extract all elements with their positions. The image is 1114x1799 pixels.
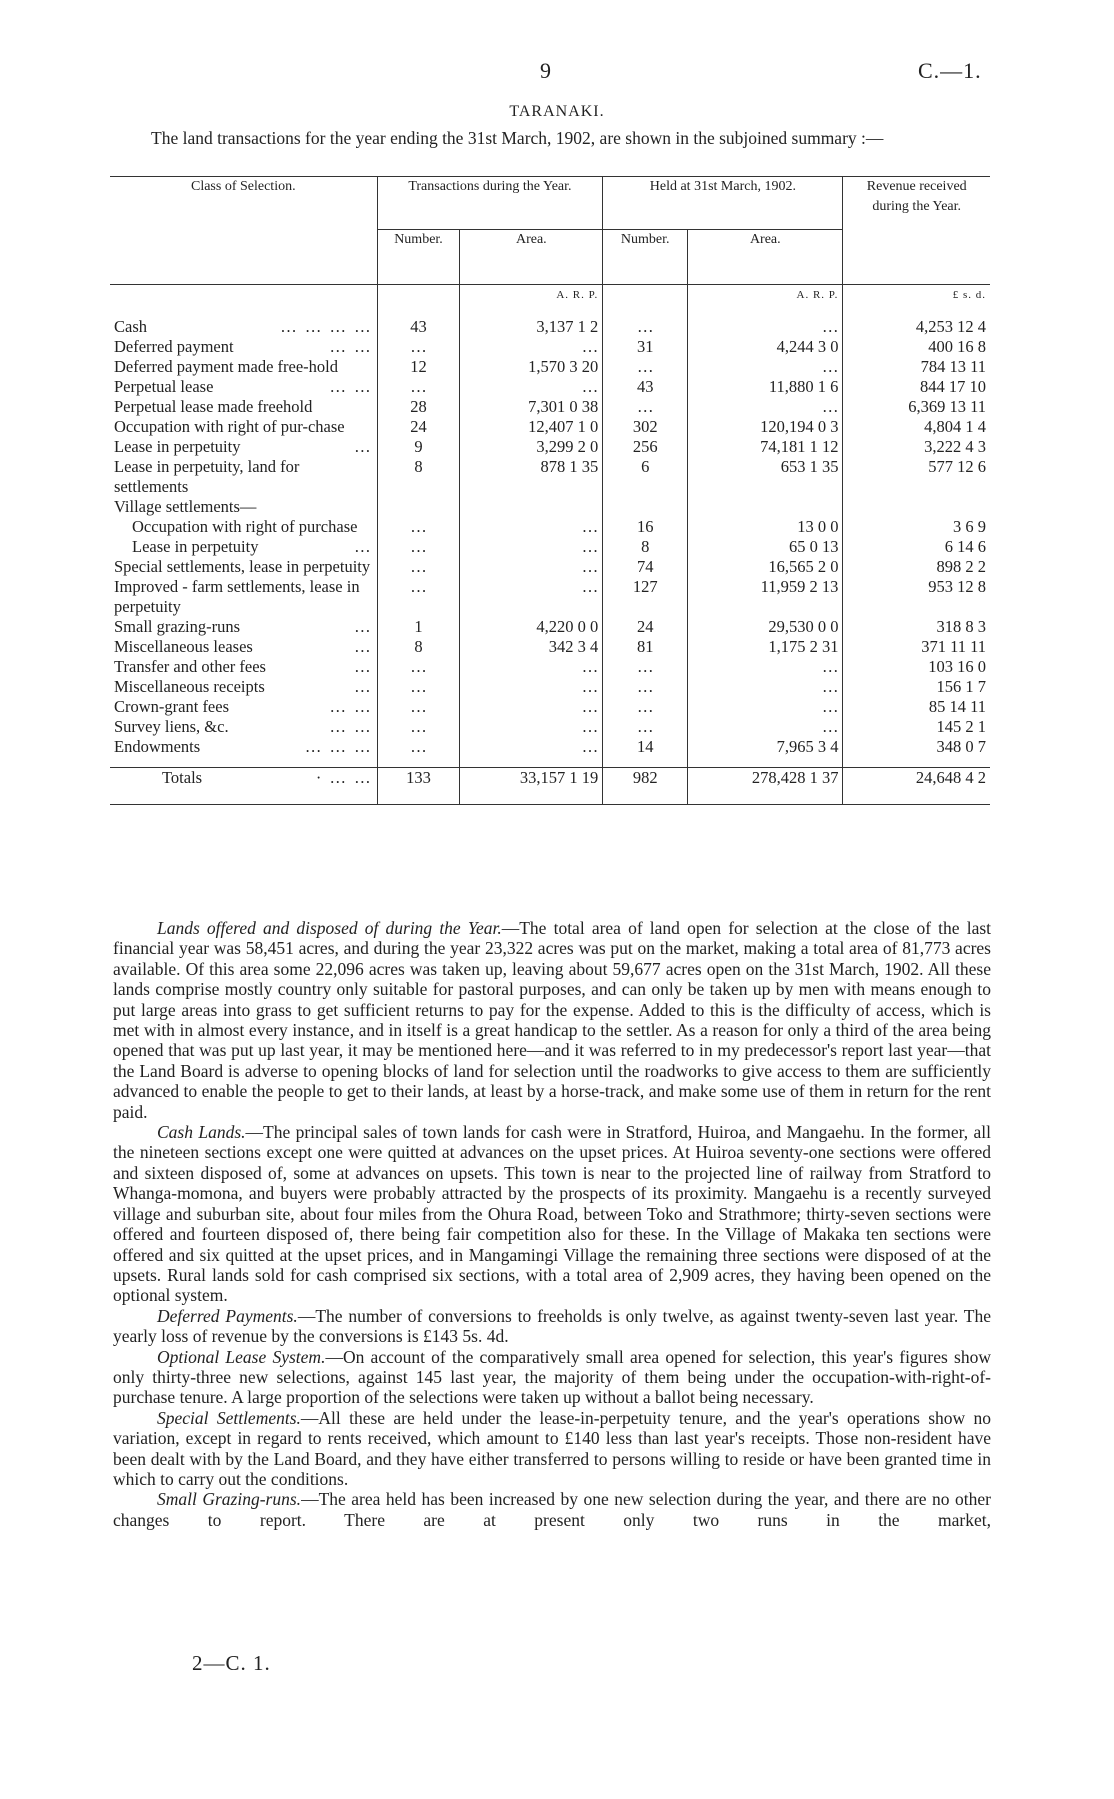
row-label: Endowments … … … <box>114 737 373 756</box>
leader-dots: … … … <box>304 737 373 756</box>
held-number: 81 <box>603 637 688 657</box>
revenue: 4,253 12 4 <box>843 317 990 337</box>
revenue: 145 2 1 <box>843 717 990 737</box>
held-area: 1,175 2 31 <box>688 637 843 657</box>
revenue: 103 16 0 <box>843 657 990 677</box>
header-number-2: Number. <box>603 230 688 285</box>
revenue: 3,222 4 3 <box>843 437 990 457</box>
section-title: TARANAKI. <box>509 103 605 120</box>
transactions-area: 1,570 3 20 <box>460 357 603 377</box>
leader-dots: … <box>354 617 373 636</box>
leader-dots: · … … <box>315 768 373 787</box>
leader-dots: … <box>354 537 373 556</box>
row-label: Perpetual lease … … <box>114 377 373 396</box>
totals-held-number: 982 <box>603 768 688 805</box>
held-area: … <box>688 717 843 737</box>
row-label: Small grazing-runs … <box>114 617 373 636</box>
table-row <box>110 697 990 717</box>
paragraph-heading: Small Grazing-runs. <box>157 1489 302 1510</box>
paragraph-text: —The number of conversions to freeholds is only twelve, as against twenty-seven last year. The yearly loss of revenue by the conversions is £143 5s. 4d. <box>113 1305 992 1347</box>
leader-dots: … <box>354 637 373 656</box>
header-held-group: Held at 31st March, 1902. <box>603 177 843 230</box>
body-text <box>113 918 991 1530</box>
transactions-number: 8 <box>377 457 460 497</box>
revenue: 577 12 6 <box>843 457 990 497</box>
table-row <box>110 417 990 437</box>
held-area: 653 1 35 <box>688 457 843 497</box>
body-paragraph <box>113 918 991 1122</box>
held-number: … <box>603 697 688 717</box>
header-area-1: Area. <box>460 230 603 285</box>
transactions-number: … <box>377 737 460 757</box>
revenue: 6 14 6 <box>843 537 990 557</box>
row-label: Perpetual lease made freehold <box>114 397 313 416</box>
held-number: 16 <box>603 517 688 537</box>
held-number: 256 <box>603 437 688 457</box>
table-row <box>110 737 990 757</box>
transactions-area: … <box>460 577 603 617</box>
leader-dots: … <box>354 437 373 456</box>
paragraph-heading: Lands offered and disposed of during the Year. <box>157 918 502 938</box>
header-revenue: Revenue received during the Year. <box>843 177 990 285</box>
leader-dots: … … <box>329 377 373 396</box>
paragraph-heading: Cash Lands. <box>157 1122 246 1143</box>
row-label: Lease in perpetuity … <box>132 537 373 556</box>
held-number: … <box>603 717 688 737</box>
totals-row <box>110 768 990 805</box>
held-area: 120,194 0 3 <box>688 417 843 437</box>
table-row <box>110 517 990 537</box>
held-number <box>603 497 688 517</box>
revenue: 348 0 7 <box>843 737 990 757</box>
totals-transactions-area: 33,157 1 19 <box>460 768 603 805</box>
transactions-number: 12 <box>377 357 460 377</box>
transactions-area: … <box>460 537 603 557</box>
header-transactions-group: Transactions during the Year. <box>377 177 603 230</box>
table-row <box>110 717 990 737</box>
held-area: … <box>688 397 843 417</box>
held-number: 302 <box>603 417 688 437</box>
totals-label: Totals · … … <box>162 768 373 787</box>
held-number: … <box>603 317 688 337</box>
document-code: C.—1. <box>918 58 982 83</box>
held-number: 8 <box>603 537 688 557</box>
transactions-area: 12,407 1 0 <box>460 417 603 437</box>
paragraph-heading: Deferred Payments. <box>157 1305 298 1326</box>
table-row <box>110 677 990 697</box>
transactions-area: 878 1 35 <box>460 457 603 497</box>
held-area: 65 0 13 <box>688 537 843 557</box>
transactions-number: … <box>377 677 460 697</box>
transactions-area: 3,299 2 0 <box>460 437 603 457</box>
leader-dots: … … <box>329 337 373 356</box>
body-paragraph <box>113 1122 991 1306</box>
row-label: Occupation with right of pur-chase <box>114 417 345 436</box>
revenue: 898 2 2 <box>843 557 990 577</box>
transactions-number: … <box>377 517 460 537</box>
transactions-number: 8 <box>377 637 460 657</box>
transactions-number: … <box>377 577 460 617</box>
revenue: 4,804 1 4 <box>843 417 990 437</box>
row-label: Occupation with right of purchase <box>132 517 358 536</box>
transactions-area <box>460 497 603 517</box>
held-number: 31 <box>603 337 688 357</box>
transactions-area: … <box>460 337 603 357</box>
transactions-area: 342 3 4 <box>460 637 603 657</box>
page-number: 9 <box>540 58 551 83</box>
held-area: 29,530 0 0 <box>688 617 843 637</box>
revenue: 844 17 10 <box>843 377 990 397</box>
row-label: Village settlements— <box>114 497 257 516</box>
transactions-number <box>377 497 460 517</box>
revenue: 400 16 8 <box>843 337 990 357</box>
row-label: Deferred payment made free-hold <box>114 357 339 376</box>
row-label: Improved - farm settlements, lease in perpetuity <box>114 577 360 616</box>
row-label: Cash … … … … <box>114 317 373 336</box>
paragraph-heading: Special Settlements. <box>157 1407 301 1428</box>
paragraph-heading: Optional Lease System. <box>157 1346 326 1367</box>
held-area: 11,880 1 6 <box>688 377 843 397</box>
held-number: 14 <box>603 737 688 757</box>
held-number: … <box>603 357 688 377</box>
unit-area-2: A. R. P. <box>688 285 843 318</box>
table-row <box>110 657 990 677</box>
held-number: 127 <box>603 577 688 617</box>
row-label: Transfer and other fees … <box>114 657 373 676</box>
row-label: Special settlements, lease in perpetuity <box>114 557 371 576</box>
revenue: 85 14 11 <box>843 697 990 717</box>
transactions-number: 9 <box>377 437 460 457</box>
held-area: … <box>688 317 843 337</box>
table-row <box>110 317 990 337</box>
transactions-number: … <box>377 657 460 677</box>
transactions-area: … <box>460 557 603 577</box>
transactions-area: … <box>460 717 603 737</box>
transactions-number: 1 <box>377 617 460 637</box>
transactions-number: … <box>377 337 460 357</box>
transactions-number: … <box>377 717 460 737</box>
header-class-of-selection: Class of Selection. <box>110 177 377 285</box>
intro-paragraph: The land transactions for the year ending the 31st March, 1902, are shown in the subjoined summary :— <box>151 128 884 148</box>
held-number: 43 <box>603 377 688 397</box>
held-area: 13 0 0 <box>688 517 843 537</box>
totals-revenue: 24,648 4 2 <box>843 768 990 805</box>
row-label: Survey liens, &c. … … <box>114 717 373 736</box>
table-row <box>110 437 990 457</box>
revenue: 156 1 7 <box>843 677 990 697</box>
leader-dots: … … <box>329 697 373 716</box>
held-number: … <box>603 657 688 677</box>
body-paragraph <box>113 1408 991 1490</box>
revenue: 371 11 11 <box>843 637 990 657</box>
transactions-number: 28 <box>377 397 460 417</box>
held-area: 4,244 3 0 <box>688 337 843 357</box>
body-paragraph <box>113 1306 991 1347</box>
row-label: Lease in perpetuity … <box>114 437 373 456</box>
held-area: 7,965 3 4 <box>688 737 843 757</box>
held-area <box>688 497 843 517</box>
row-label: Miscellaneous receipts … <box>114 677 373 696</box>
row-label: Deferred payment … … <box>114 337 373 356</box>
header-area-2: Area. <box>688 230 843 285</box>
paragraph-text: —The total area of land open for selection at the close of the last financial year was 58,451 acres, and during the year 23,322 acres was put on the market, making a total area of 81,773 acres available. Of this area some 22,096 acres was taken up, leaving about 59,677 acres open on the 31st March, 1902. All these lands comprise mostly country only suitable for pastoral purposes, and can only be taken up by men with means enough to put large areas into grass to get sufficient returns to pay for the expense. Added to this is the difficulty of access, which is met with in almost every instance, and in itself is a great handicap to the settler. As a reason for only a third of the area being opened that was put up last year, it may be mentioned here—and it was referred to in my predecessor's report last year—that the Land Board is adverse to opening blocks of land for selection until the roadworks to give access to them are sufficiently advanced to enable the people to get to their lands, at least by a horse-track, and make some use of them in return for the rent paid. <box>113 918 992 1122</box>
paragraph-text: —The principal sales of town lands for cash were in Stratford, Huiroa, and Mangaehu. In the former, all the nineteen sections except one were quitted at advances on the upset prices. At Huiroa seventy-one sections were offered and sixteen disposed of, some at advances on upsets. This town is near to the projected line of railway from Stratford to Whanga-momona, and buyers were probably attracted by the prospects of its proximity. Mangaehu is a recently surveyed village and suburban site, about four miles from the Ohura Road, between Toko and Strathmore; thirty-seven sections were offered and fourteen disposed of, there being fair competition also for these. In the Village of Makaka ten sections were offered and six quitted at the upset prices, and in Mangamingi Village the remaining three sections were disposed of at the upsets. Rural lands sold for cash comprised six sections, with a total area of 2,909 acres, they having been opened on the optional system. <box>113 1122 991 1306</box>
transactions-number: … <box>377 697 460 717</box>
leader-dots: … … … … <box>280 317 373 336</box>
transactions-area: … <box>460 657 603 677</box>
transactions-area: 7,301 0 38 <box>460 397 603 417</box>
revenue: 3 6 9 <box>843 517 990 537</box>
held-number: … <box>603 677 688 697</box>
paragraph-text: —All these are held under the lease-in-perpetuity tenure, and the year's operations show no variation, except in regard to rents received, which amount to £140 less than last year's receipts. Those non-resident have been dealt with by the Land Board, and they have either transferred to persons willing to reside or have been granted time in which to carry out the conditions. <box>113 1407 991 1489</box>
held-area: 16,565 2 0 <box>688 557 843 577</box>
transactions-area: … <box>460 677 603 697</box>
unit-revenue: £ s. d. <box>843 285 990 318</box>
held-area: … <box>688 357 843 377</box>
revenue: 953 12 8 <box>843 577 990 617</box>
held-number: … <box>603 397 688 417</box>
table-row <box>110 457 990 497</box>
body-paragraph <box>113 1489 991 1530</box>
unit-area-1: A. R. P. <box>460 285 603 318</box>
table-row <box>110 357 990 377</box>
totals-held-area: 278,428 1 37 <box>688 768 843 805</box>
land-transactions-table <box>110 176 990 805</box>
transactions-area: … <box>460 377 603 397</box>
row-label: Lease in perpetuity, land for settlements <box>114 457 300 496</box>
table-row <box>110 637 990 657</box>
held-area: … <box>688 657 843 677</box>
table-body <box>110 285 990 805</box>
held-area: 11,959 2 13 <box>688 577 843 617</box>
paragraph-text: —On account of the comparatively small area opened for selection, this year's figures show only thirty-three new selections, against 145 last year, the majority of them being under the occupation-with-right-of-purchase tenure. A large proportion of the selections were taken up without a ballot being necessary. <box>113 1346 991 1408</box>
row-label: Miscellaneous leases … <box>114 637 373 656</box>
transactions-area: … <box>460 517 603 537</box>
signature-mark: 2—C. 1. <box>192 1651 271 1675</box>
revenue: 6,369 13 11 <box>843 397 990 417</box>
table-row <box>110 397 990 417</box>
held-number: 6 <box>603 457 688 497</box>
transactions-number: … <box>377 557 460 577</box>
transactions-number: … <box>377 377 460 397</box>
held-area: … <box>688 677 843 697</box>
paragraph-text: —The area held has been increased by one new selection during the year, and there are no other changes to report. There are at present only two runs in the market, <box>113 1489 991 1530</box>
revenue: 784 13 11 <box>843 357 990 377</box>
transactions-area: 3,137 1 2 <box>460 317 603 337</box>
table-row <box>110 557 990 577</box>
revenue <box>843 497 990 517</box>
held-number: 74 <box>603 557 688 577</box>
held-area: 74,181 1 12 <box>688 437 843 457</box>
leader-dots: … <box>354 657 373 676</box>
table-row <box>110 497 990 517</box>
table-row <box>110 617 990 637</box>
transactions-number: … <box>377 537 460 557</box>
revenue: 318 8 3 <box>843 617 990 637</box>
held-number: 24 <box>603 617 688 637</box>
transactions-area: … <box>460 697 603 717</box>
header-number-1: Number. <box>377 230 460 285</box>
table-row <box>110 337 990 357</box>
held-area: … <box>688 697 843 717</box>
transactions-area: 4,220 0 0 <box>460 617 603 637</box>
transactions-number: 24 <box>377 417 460 437</box>
totals-transactions-number: 133 <box>377 768 460 805</box>
leader-dots: … … <box>329 717 373 736</box>
transactions-number: 43 <box>377 317 460 337</box>
table-row <box>110 537 990 557</box>
row-label: Crown-grant fees … … <box>114 697 373 716</box>
leader-dots: … <box>354 677 373 696</box>
transactions-area: … <box>460 737 603 757</box>
table-row <box>110 577 990 617</box>
body-paragraph <box>113 1347 991 1408</box>
table-row <box>110 377 990 397</box>
